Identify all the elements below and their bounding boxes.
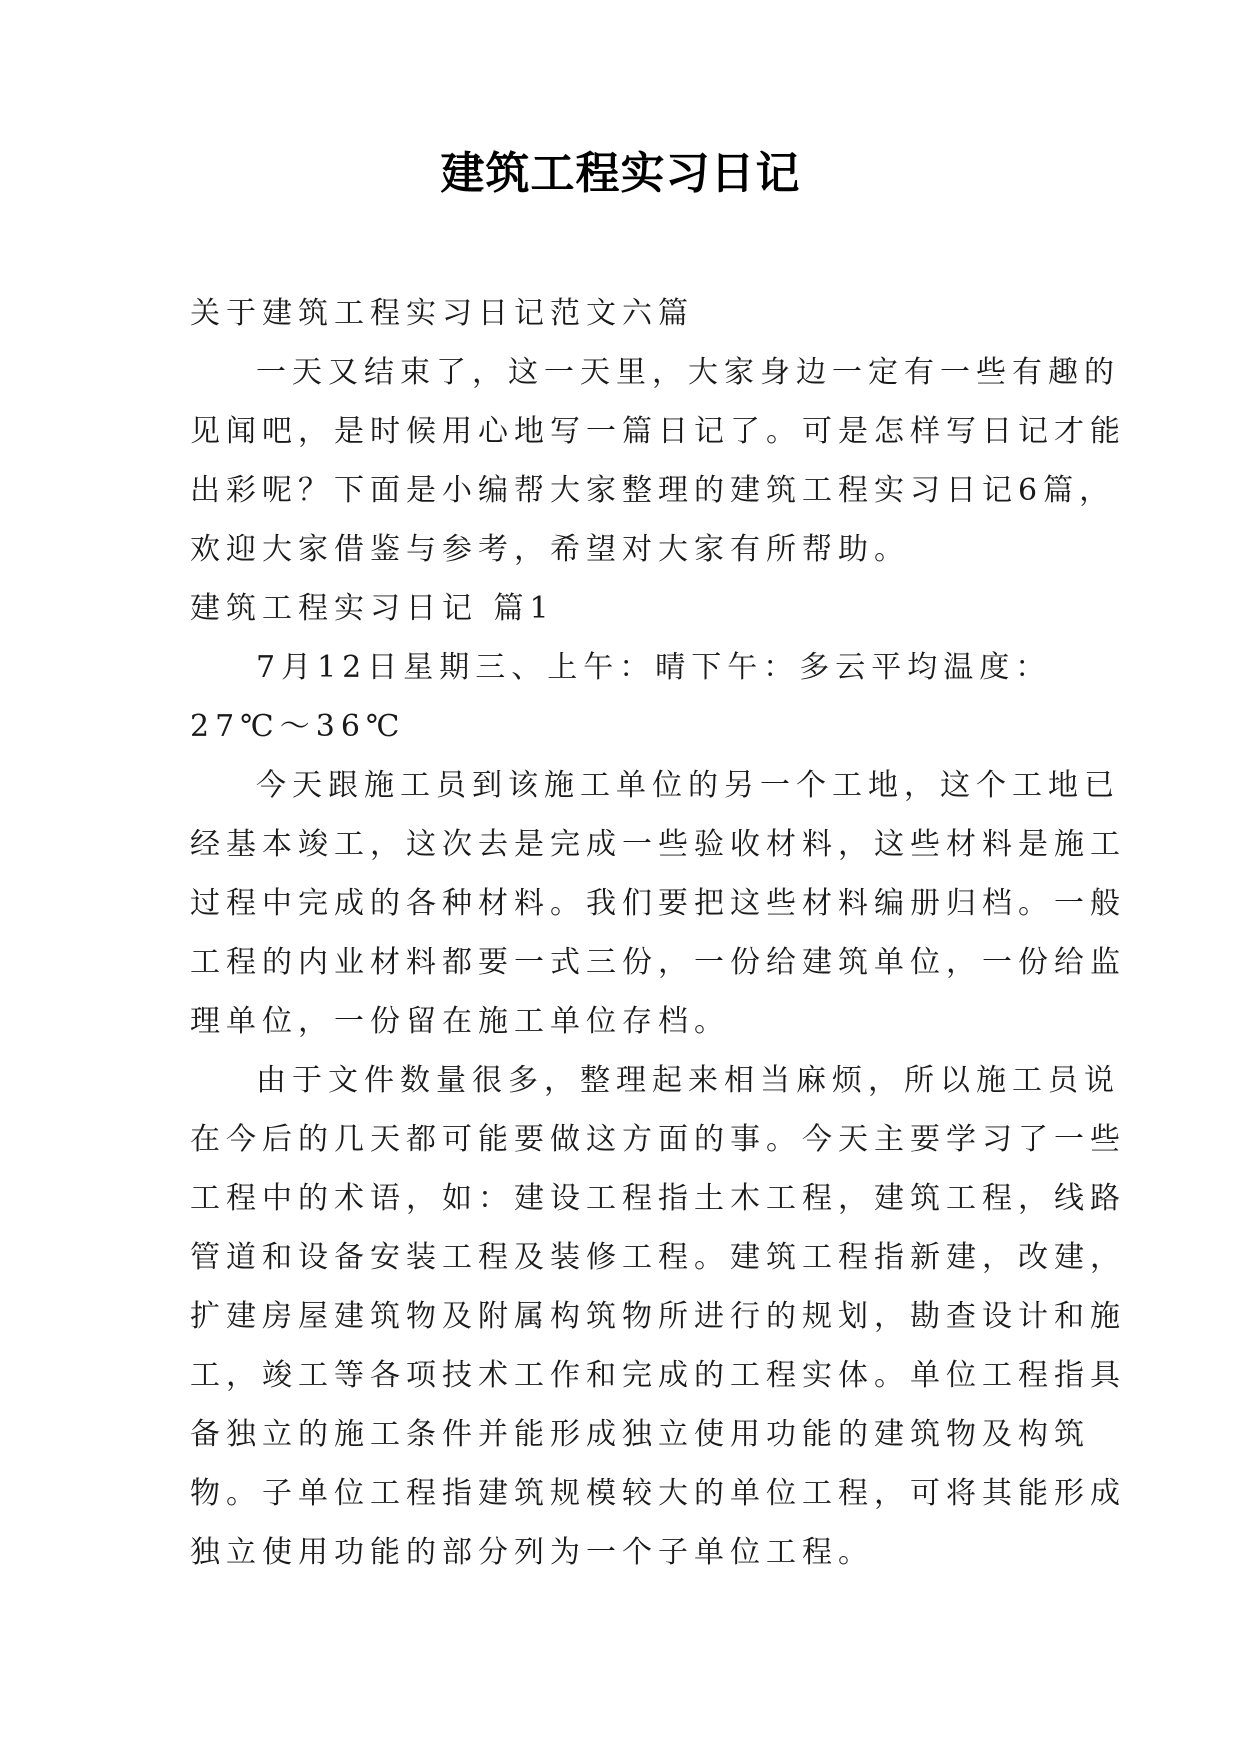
- text-line: 管道和设备安装工程及装修工程。建筑工程指新建，改建，: [190, 1240, 1126, 1275]
- text-line: 今天跟施工员到该施工单位的另一个工地，这个工地已: [256, 768, 1120, 803]
- intro-paragraph: [190, 343, 1126, 579]
- document-body: [190, 284, 1126, 1582]
- text-line: 在今后的几天都可能要做这方面的事。今天主要学习了一些: [190, 1122, 1126, 1157]
- text-line: 工程的内业材料都要一式三份，一份给建筑单位，一份给监: [190, 945, 1126, 980]
- text-line: 物。子单位工程指建筑规模较大的单位工程，可将其能形成: [190, 1476, 1126, 1511]
- text-line: 由于文件数量很多，整理起来相当麻烦，所以施工员说: [256, 1063, 1120, 1098]
- text-line: 扩建房屋建筑物及附属构筑物所进行的规划，勘查设计和施: [190, 1299, 1126, 1334]
- text-line: 7月12日星期三、上午：晴下午：多云平均温度：: [256, 650, 1052, 685]
- text-line: 欢迎大家借鉴与参考，希望对大家有所帮助。: [190, 532, 910, 567]
- document-subtitle: 关于建筑工程实习日记范文六篇: [190, 296, 694, 331]
- body-paragraph-2: [190, 1051, 1126, 1582]
- body-paragraph-1: [190, 756, 1126, 1051]
- text-line: 独立使用功能的部分列为一个子单位工程。: [190, 1535, 874, 1570]
- text-line: 工，竣工等各项技术工作和完成的工程实体。单位工程指具: [190, 1358, 1126, 1393]
- text-line: 备独立的施工条件并能形成独立使用功能的建筑物及构筑: [190, 1417, 1090, 1452]
- document-title: 建筑工程实习日记: [440, 148, 801, 199]
- text-line: 出彩呢？下面是小编帮大家整理的建筑工程实习日记6篇，: [190, 473, 1116, 508]
- text-line: 经基本竣工，这次去是完成一些验收材料，这些材料是施工: [190, 827, 1126, 862]
- text-line: 一天又结束了，这一天里，大家身边一定有一些有趣的: [256, 355, 1120, 390]
- text-line: 27℃～36℃: [190, 709, 406, 744]
- text-line: 见闻吧，是时候用心地写一篇日记了。可是怎样写日记才能: [190, 414, 1126, 449]
- text-line: 过程中完成的各种材料。我们要把这些材料编册归档。一般: [190, 886, 1126, 921]
- section-heading: 建筑工程实习日记 篇1: [190, 591, 555, 626]
- date-paragraph: [190, 638, 1052, 756]
- text-line: 工程中的术语，如：建设工程指土木工程，建筑工程，线路: [190, 1181, 1126, 1216]
- text-line: 理单位，一份留在施工单位存档。: [190, 1004, 730, 1039]
